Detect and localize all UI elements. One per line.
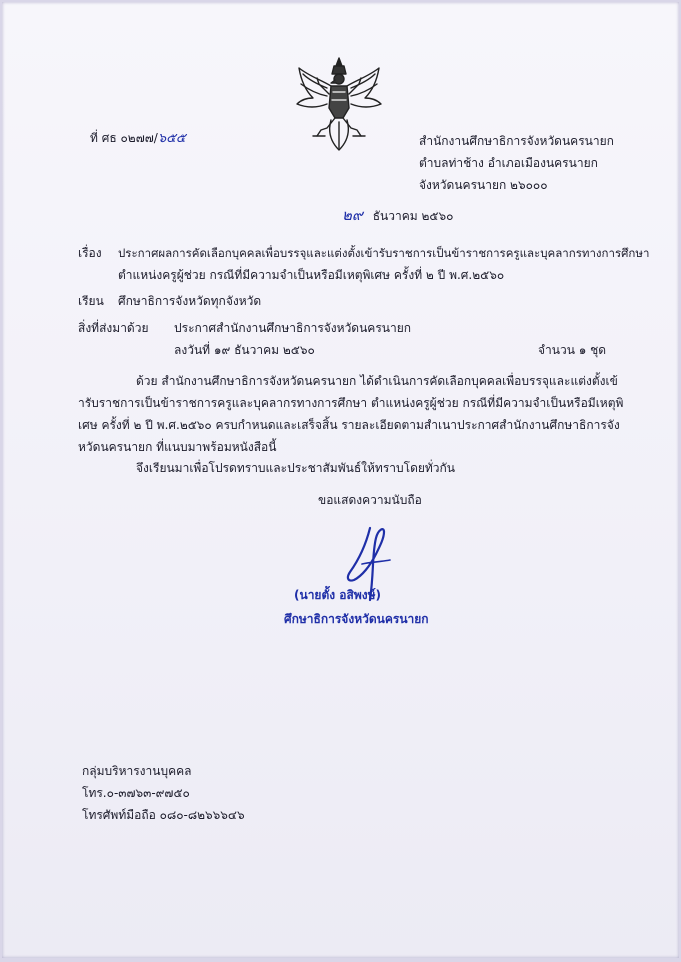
address-line: สำนักงานศึกษาธิการจังหวัดนครนายก bbox=[419, 134, 614, 148]
garuda-emblem-icon bbox=[291, 54, 387, 152]
enclosure-date: ลงวันที่ ๑๙ ธันวาคม ๒๕๖๐ bbox=[174, 343, 315, 357]
letter-date bbox=[342, 207, 453, 224]
subject-line: ประกาศผลการคัดเลือกบุคคลเพื่อบรรจุและแต่งตั้งเข้ารับราชการเป็นข้าราชการครูและบุคลากรทางการศึกษา bbox=[118, 246, 650, 260]
signer-name: (นายตั้ง อสิพงษ์) bbox=[294, 588, 381, 602]
to-value: ศึกษาธิการจังหวัดทุกจังหวัด bbox=[118, 294, 262, 308]
subject-label: เรื่อง bbox=[78, 246, 102, 260]
reference-number bbox=[90, 130, 186, 147]
address-line: จังหวัดนครนายก ๒๖๐๐๐ bbox=[419, 178, 548, 192]
enclosure-label: สิ่งที่ส่งมาด้วย bbox=[78, 321, 149, 335]
letter-page bbox=[2, 2, 679, 958]
signer-title: ศึกษาธิการจังหวัดนครนายก bbox=[284, 612, 429, 626]
to-label: เรียน bbox=[78, 294, 104, 308]
enclosure-value: ประกาศสำนักงานศึกษาธิการจังหวัดนครนายก bbox=[174, 321, 412, 335]
address-line: ตำบลท่าช้าง อำเภอเมืองนครนายก bbox=[419, 156, 598, 170]
reference-prefix: ที่ ศธ ๐๒๗๗/ bbox=[90, 131, 158, 145]
footer-line: โทรศัพท์มือถือ ๐๘๐-๘๒๖๖๖๔๖ bbox=[82, 808, 245, 822]
reference-handwritten-number: ๖๕๕ bbox=[157, 131, 186, 146]
office-address bbox=[419, 130, 614, 196]
footer-line: โทร.๐-๓๗๖๓-๙๗๕๐ bbox=[82, 786, 190, 800]
request-line: จึงเรียนมาเพื่อโปรดทราบและประชาสัมพันธ์ให้ทราบโดยทั่วกัน bbox=[136, 461, 456, 475]
footer-contact bbox=[82, 760, 245, 826]
body-paragraph: ด้วย สำนักงานศึกษาธิการจังหวัดนครนายก ได้ดำเนินการคัดเลือกบุคคลเพื่อบรรจุและแต่งตั้งเข้ารับราชการเป็นข้าราชการครูและบุคลากรทางการศึกษา ตำแหน่งครูผู้ช่วย กรณีที่มีความจำเป็นหรือมีเหตุพิเศษ ครั้งที่ ๒ ปี พ.ศ.๒๕๖๐ ครบกำหนดและเสร็จสิ้น รายละเอียดตามสำเนาประกาศสำนักงานศึกษาธิการจังหวัดนครนายก ที่แนบมาพร้อมหนังสือนี้ bbox=[78, 374, 624, 454]
closing: ขอแสดงความนับถือ bbox=[318, 493, 422, 507]
date-day-handwritten: ๒๙ bbox=[342, 206, 363, 224]
enclosure-count: จำนวน ๑ ชุด bbox=[538, 343, 607, 357]
footer-line: กลุ่มบริหารงานบุคคล bbox=[82, 764, 192, 778]
subject-line: ตำแหน่งครูผู้ช่วย กรณีที่มีความจำเป็นหรือมีเหตุพิเศษ ครั้งที่ ๒ ปี พ.ศ.๒๕๖๐ bbox=[118, 268, 505, 282]
date-month-year: ธันวาคม ๒๕๖๐ bbox=[372, 209, 454, 223]
